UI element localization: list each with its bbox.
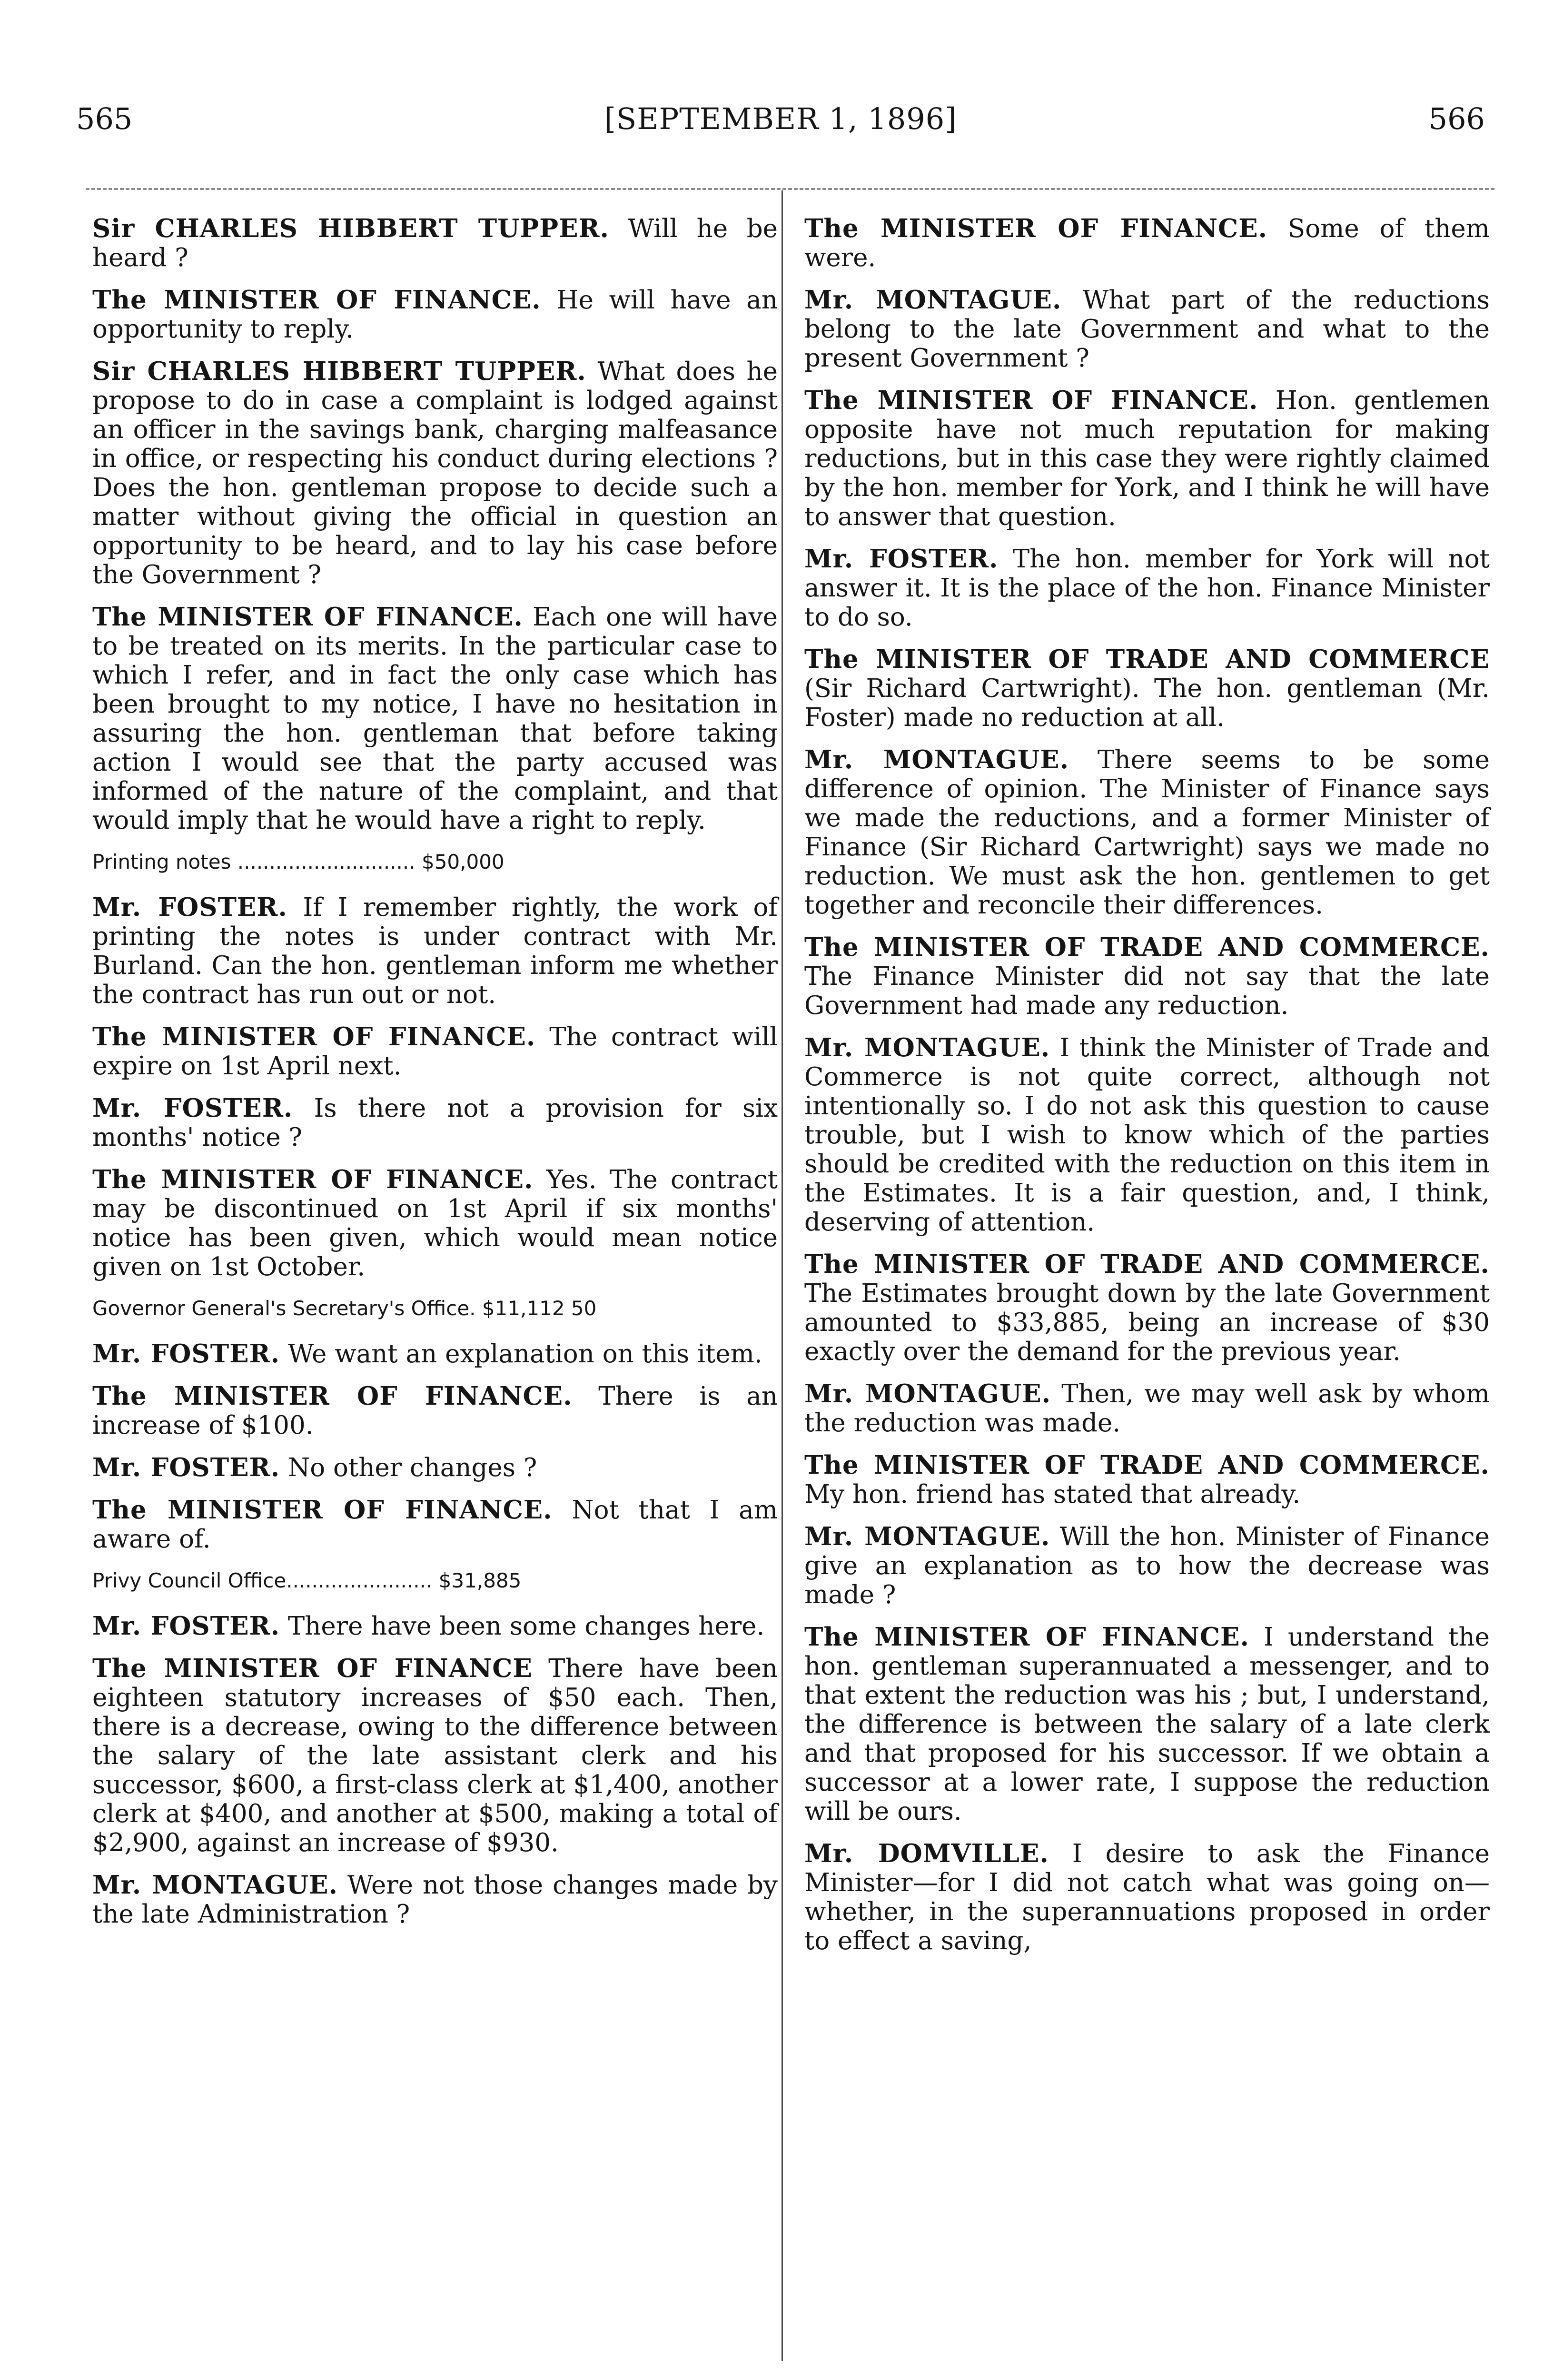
speaker: The MINISTER OF FINANCE. (804, 1622, 1249, 1652)
speaker: Sir CHARLES HIBBERT TUPPER. (92, 214, 609, 243)
speech (804, 1250, 1490, 1366)
speech (804, 1839, 1490, 1955)
speaker: The MINISTER OF FINANCE. (92, 1381, 573, 1411)
speaker: Mr. MONTAGUE. (804, 285, 1062, 315)
speaker: The MINISTER OF FINANCE. (92, 1022, 536, 1051)
speech (92, 357, 778, 589)
speaker: The MINISTER OF FINANCE. (92, 1495, 553, 1525)
speech-text: Hon. gentlemen opposite have not much reputation for making reductions, but in this case they were rightly claimed by the hon. member for York, and I think he will have to answer that question. (804, 386, 1490, 531)
page-date: [SEPTEMBER 1, 1896] (604, 101, 957, 136)
speech (804, 1379, 1490, 1438)
speech (92, 1612, 778, 1641)
speaker: The MINISTER OF FINANCE (92, 1654, 533, 1683)
speaker: Sir CHARLES HIBBERT TUPPER. (92, 357, 586, 386)
left-column (92, 214, 778, 1942)
speech-text: We want an explanation on this item. (287, 1339, 762, 1368)
speech-text: Some of them were. (804, 214, 1490, 272)
speaker: Mr. MONTAGUE. (804, 1522, 1050, 1551)
speech (92, 1339, 778, 1368)
speaker: The MINISTER OF TRADE AND COMMERCE. (804, 932, 1490, 962)
speaker: Mr. FOSTER. (92, 892, 287, 922)
speaker: Mr. MONTAGUE. (804, 1379, 1051, 1408)
speech-text: (Sir Richard Cartwright). The hon. gentleman (Mr. Foster) made no reduction at all. (804, 674, 1490, 732)
speech-text: The contract will expire on 1st April next. (92, 1022, 778, 1081)
leader-dots: ....................... (286, 1569, 433, 1592)
item-amount: $11,112 50 (482, 1297, 597, 1320)
speech (92, 1453, 778, 1482)
speech (804, 214, 1490, 272)
speaker: The MINISTER OF FINANCE. (804, 386, 1258, 415)
page-number-right: 566 (1428, 101, 1485, 136)
speech-text: Is there not a provision for six months' notice ? (92, 1094, 778, 1152)
speech-text: The Finance Minister did not say that the late Government had made any reduction. (804, 962, 1490, 1020)
estimate-item (92, 1295, 778, 1322)
header-rule (86, 188, 1494, 190)
speech (92, 603, 778, 835)
speech-text: Will he be heard ? (92, 214, 778, 272)
speech-text: If I remember rightly, the work of printing the notes is under contract with Mr. Burland. Can the hon. gentleman inform me whether the contract has run out or not. (92, 893, 778, 1009)
speaker: Mr. FOSTER. (92, 1339, 280, 1368)
speaker: Mr. MONTAGUE. (804, 1033, 1050, 1062)
speech (804, 645, 1490, 732)
speech-text: There seems to be some difference of opinion. The Minister of Finance says we made the reductions, and a former Minister of Finance (Sir Richard Cartwright) says we made no reduction. We must ask the hon. gentlemen to get together and reconcile their differences. (804, 745, 1490, 920)
speech-text: There have been eighteen statutory increases of $50 each. Then, there is a decrease, owing to the difference between the salary of the late assistant clerk and his successor, $600, a first-class clerk at $1,400, another clerk at $400, and another at $500, making a total of $2,900, against an increase of $930. (92, 1654, 778, 1857)
speech (804, 286, 1490, 373)
speech (92, 1094, 778, 1152)
speaker: Mr. FOSTER. (92, 1093, 293, 1123)
speech-text: What does he propose to do in case a complaint is lodged against an officer in the savings bank, charging malfeasance in office, or respecting his conduct during elections ? Does the hon. gentleman propose to decide such a matter without giving the official in question an opportunity to be heard, and to lay his case before the Government ? (92, 357, 778, 589)
speech-text: I understand the hon. gentleman superannuated a messenger, and to that extent the reduction was his ; but, I understand, the difference is between the salary of a late clerk and that proposed for his successor. If we obtain a successor at a lower rate, I suppose the reduction will be ours. (804, 1623, 1490, 1826)
speaker: The MINISTER OF TRADE AND COMMERCE (804, 645, 1490, 674)
speech (92, 1654, 778, 1857)
speaker: Mr. DOMVILLE. (804, 1839, 1049, 1868)
speech (92, 1165, 778, 1281)
speech (92, 1496, 778, 1554)
speech (804, 933, 1490, 1020)
speaker: The MINISTER OF TRADE AND COMMERCE. (804, 1450, 1490, 1480)
speech-text: There is an increase of $100. (92, 1382, 778, 1440)
page-number-left: 565 (76, 101, 133, 136)
speaker: The MINISTER OF TRADE AND COMMERCE. (804, 1250, 1490, 1279)
speech (92, 893, 778, 1009)
speech (92, 1871, 778, 1929)
speech-text: Each one will have to be treated on its merits. In the particular case to which I refer, and in fact the only case which has been brought to my notice, I have no hesitation in assuring the hon. gentleman that before taking action I would see that the party accused was informed of the nature of the complaint, and that would imply that he would have a right to reply. (92, 603, 778, 835)
speaker: Mr. MONTAGUE. (92, 1870, 338, 1900)
speech (804, 1033, 1490, 1237)
speech-text: I desire to ask the Finance Minister—for I did not catch what was going on—whether, in the superannuations proposed in order to effect a saving, (804, 1839, 1490, 1955)
speech-text: No other changes ? (287, 1453, 537, 1482)
speech-text: My hon. friend has stated that already. (804, 1480, 1301, 1509)
speech-text: Yes. The contract may be discontinued on 1st April if six months' notice has been given, which would mean notice given on 1st October. (92, 1165, 778, 1281)
speech-text: What part of the reductions belong to the late Government and what to the present Government ? (804, 286, 1490, 373)
page-header (76, 95, 1485, 143)
speech (804, 386, 1490, 531)
speech-text: He will have an opportunity to reply. (92, 286, 778, 344)
speaker: Mr. FOSTER. (92, 1453, 280, 1482)
column-divider (782, 190, 783, 2361)
item-amount: $31,885 (438, 1569, 522, 1592)
speaker: The MINISTER OF FINANCE. (92, 1165, 534, 1194)
speech-text: Were not those changes made by the late Administration ? (92, 1871, 778, 1929)
item-amount: $50,000 (421, 850, 505, 873)
speech (804, 745, 1490, 920)
speech (92, 214, 778, 272)
speech (804, 1623, 1490, 1826)
item-label: Privy Council Office (92, 1569, 287, 1592)
speech-text: I think the Minister of Trade and Commerce is not quite correct, although not intentionally so. I do not ask this question to cause trouble, but I wish to know which of the parties should be credited with the reduction on this item in the Estimates. It is a fair question, and, I think, deserving of attention. (804, 1033, 1490, 1237)
speaker: The MINISTER OF FINANCE. (804, 214, 1268, 243)
speaker: Mr. MONTAGUE. (804, 745, 1069, 774)
item-label: Governor General's Secretary's Office. (92, 1297, 476, 1320)
speaker: Mr. FOSTER. (804, 544, 999, 574)
right-column (804, 214, 1490, 1969)
speech (92, 286, 778, 344)
speech-text: Not that I am aware of. (92, 1496, 778, 1554)
leader-dots: ............................ (237, 850, 415, 873)
speech-text: The hon. member for York will not answer it. It is the place of the hon. Finance Minister to do so. (804, 545, 1490, 632)
speech (92, 1022, 778, 1081)
speech-text: The Estimates brought down by the late Government amounted to $33,885, being an increase of $30 exactly over the demand for the previous year. (804, 1279, 1490, 1366)
speech (804, 1522, 1490, 1609)
estimate-item (92, 848, 778, 876)
speaker: The MINISTER OF FINANCE. (92, 285, 541, 315)
speech-text: There have been some changes here. (287, 1612, 765, 1641)
speech (804, 1451, 1490, 1509)
speech-text: Then, we may well ask by whom the reduction was made. (804, 1379, 1490, 1438)
speech-text: Will the hon. Minister of Finance give an explanation as to how the decrease was made ? (804, 1522, 1490, 1609)
speech (92, 1382, 778, 1440)
speaker: Mr. FOSTER. (92, 1611, 280, 1641)
estimate-item (92, 1567, 778, 1595)
speech (804, 545, 1490, 632)
speaker: The MINISTER OF FINANCE. (92, 602, 523, 632)
item-label: Printing notes (92, 850, 231, 873)
